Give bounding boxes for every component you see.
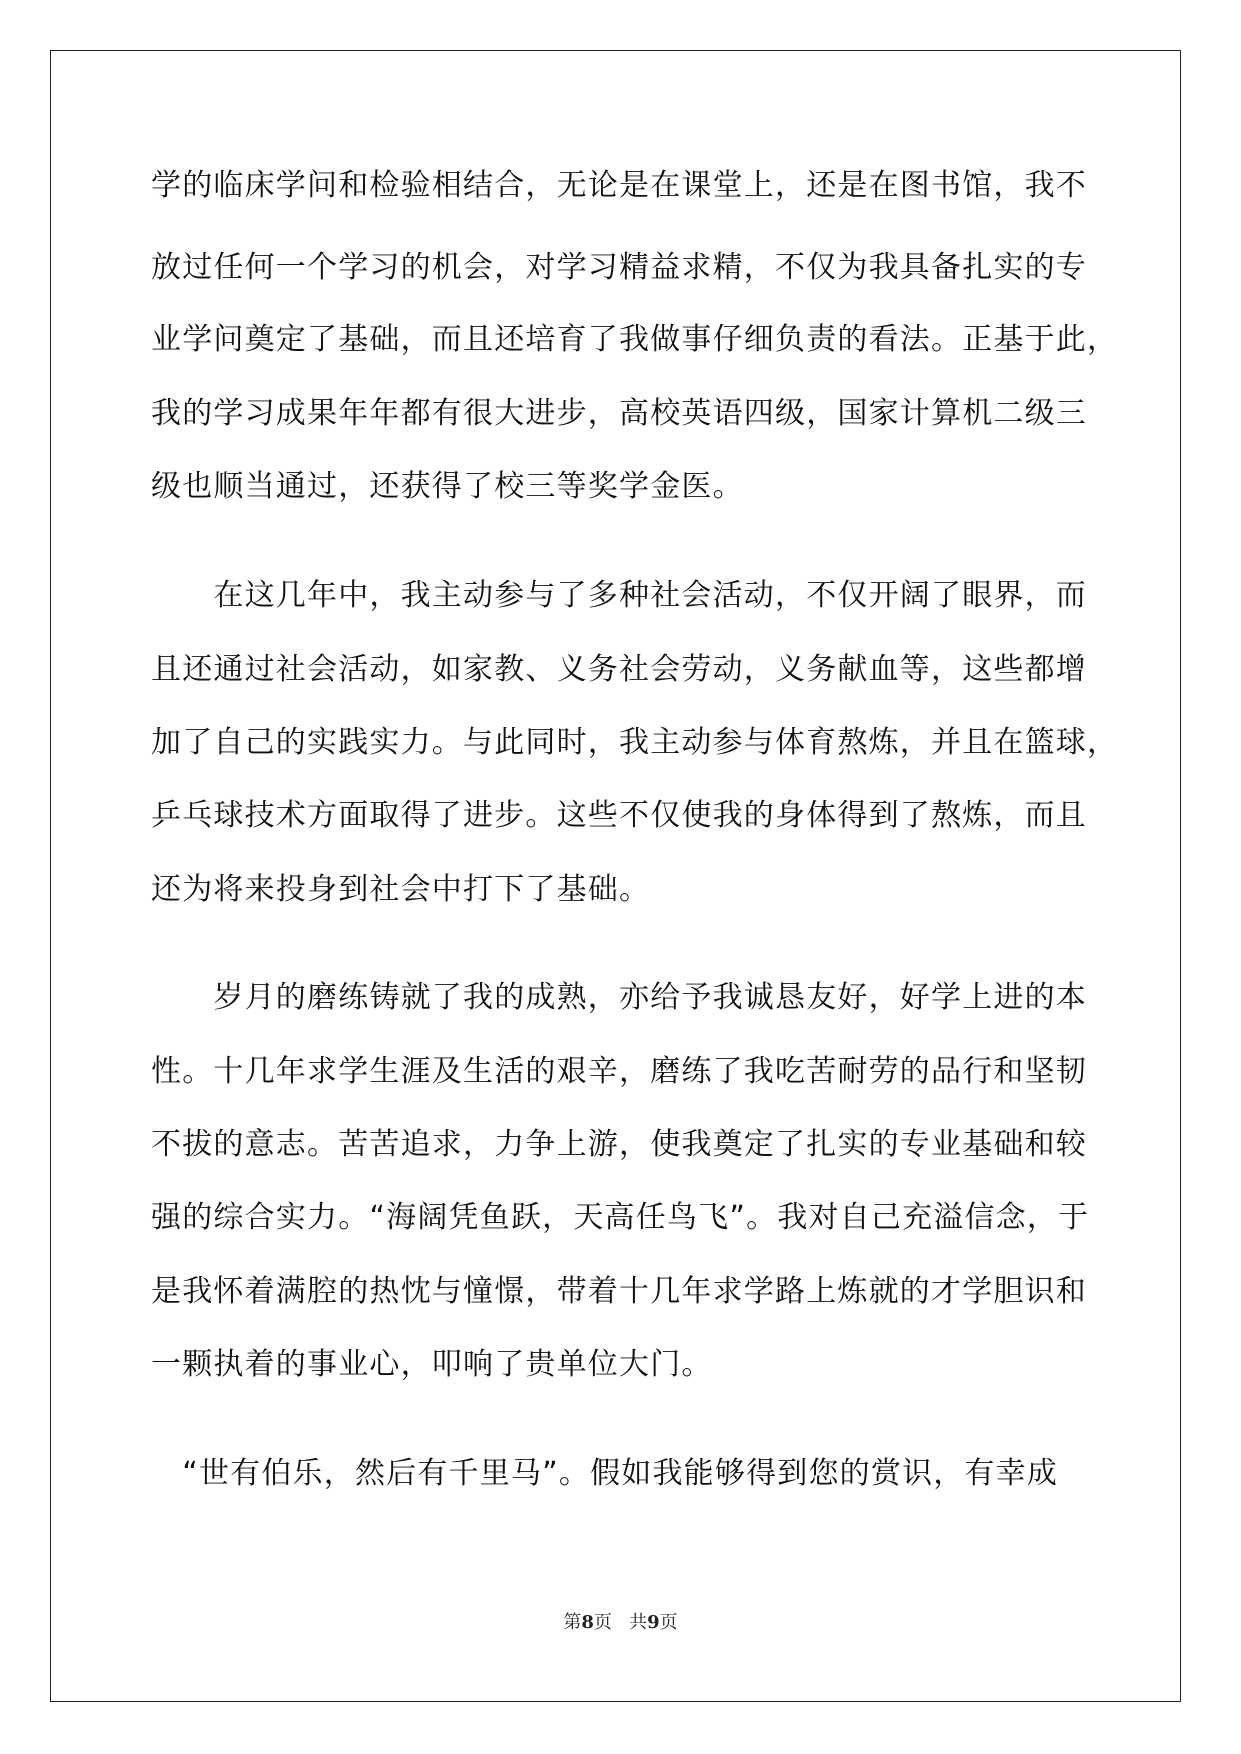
text-line: 岁月的磨练铸就了我的成熟，亦给予我诚恳友好，好学上进的本 [151, 980, 1087, 1015]
text-line: 加了自己的实践实力。与此同时，我主动参与体育熬炼，并且在篮球， [151, 725, 1119, 760]
text-line: 还为将来投身到社会中打下了基础。 [151, 872, 651, 907]
text-line: 是我怀着满腔的热忱与憧憬，带着十几年求学路上炼就的才学胆识和 [151, 1274, 1087, 1309]
text-line: 强的综合实力。“海阔凭鱼跃，天高任鸟飞”。我对自己充溢信念，于 [151, 1200, 1090, 1235]
text-line: 且还通过社会活动，如家教、义务社会劳动，义务献血等，这些都增 [151, 652, 1087, 687]
text-line: 我的学习成果年年都有很大进步，高校英语四级，国家计算机二级三 [151, 396, 1087, 431]
text-line: “世有伯乐，然后有千里马”。假如我能够得到您的赏识，有幸成 [151, 1456, 1059, 1491]
text-line: 一颗执着的事业心，叩响了贵单位大门。 [151, 1347, 713, 1382]
text-line: 学的临床学问和检验相结合，无论是在课堂上，还是在图书馆，我不 [151, 168, 1087, 203]
page-footer [0, 1608, 1241, 1634]
page-suffix: 页 [593, 1612, 612, 1633]
page-prefix: 第 [563, 1612, 582, 1633]
text-line: 业学问奠定了基础，而且还培育了我做事仔细负责的看法。正基于此， [151, 322, 1119, 357]
text-line: 在这几年中，我主动参与了多种社会活动，不仅开阔了眼界，而 [151, 578, 1087, 613]
text-line: 级也顺当通过，还获得了校三等奖学金医。 [151, 469, 744, 504]
total-suffix: 页 [659, 1612, 678, 1633]
page-total: 9 [647, 1612, 660, 1633]
text-line: 性。十几年求学生涯及生活的艰辛，磨练了我吃苦耐劳的品行和坚韧 [151, 1054, 1087, 1089]
page-current: 8 [581, 1612, 594, 1633]
total-prefix: 共 [629, 1612, 648, 1633]
text-line: 不拔的意志。苦苦追求，力争上游，使我奠定了扎实的专业基础和较 [151, 1127, 1087, 1162]
text-line: 放过任何一个学习的机会，对学习精益求精，不仅为我具备扎实的专 [151, 250, 1087, 285]
text-line: 乒乓球技术方面取得了进步。这些不仅使我的身体得到了熬炼，而且 [151, 798, 1087, 833]
